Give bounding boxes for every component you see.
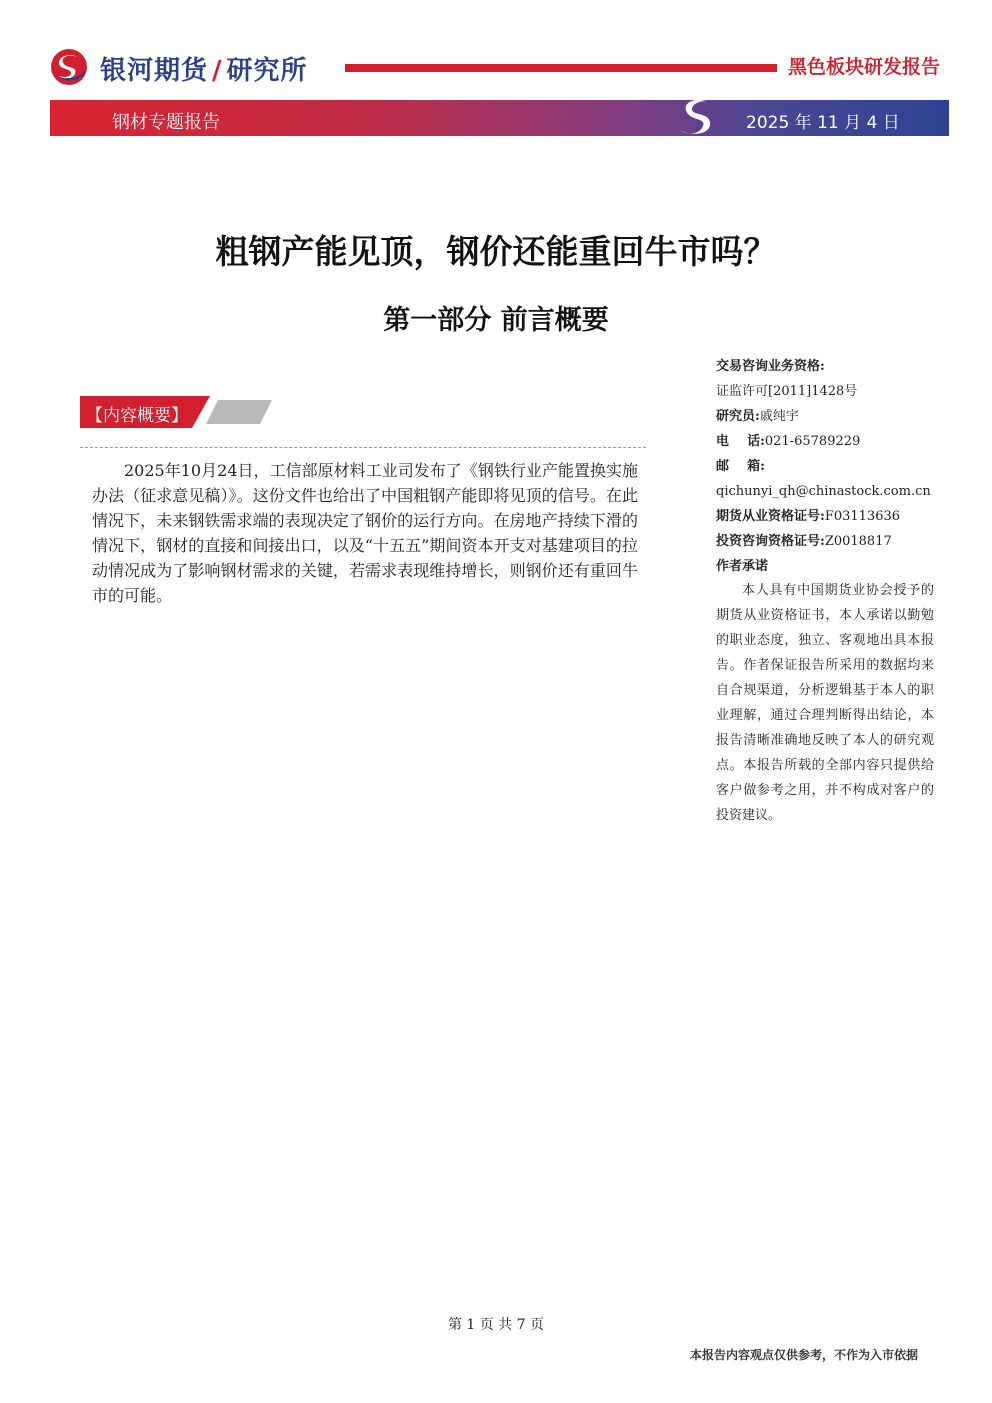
band-s-swoosh-icon <box>674 96 718 140</box>
footer-disclaimer: 本报告内容观点仅供参考，不作为入市依据 <box>690 1348 919 1362</box>
author-info <box>716 354 936 579</box>
invest-cert-row <box>716 529 936 554</box>
brand-logo-text <box>100 50 308 87</box>
phone-label: 电 话: <box>716 434 765 449</box>
report-date: 2025 年 11 月 4 日 <box>746 113 900 133</box>
futures-cert-value: F03113636 <box>824 509 901 524</box>
phone-value: 021-65789229 <box>764 434 861 449</box>
galaxy-s-logo-icon <box>50 48 90 86</box>
email-label: 邮 箱: <box>716 459 765 474</box>
researcher-label: 研究员: <box>716 409 760 424</box>
commitment-label: 作者承诺 <box>716 559 769 574</box>
header-red-rule <box>345 64 777 72</box>
brand-sub: 研究所 <box>226 56 308 86</box>
invest-cert-value: Z0018817 <box>824 534 892 549</box>
report-category: 钢材专题报告 <box>112 112 220 133</box>
summary-divider <box>80 447 646 448</box>
section-title: 第一部分 前言概要 <box>383 305 609 336</box>
phone-row <box>716 429 936 454</box>
researcher-name: 戚纯宇 <box>759 409 799 424</box>
page-number: 第 1 页 共 7 页 <box>447 1317 545 1333</box>
author-commitment-text: 本人具有中国期货业协会授予的期货从业资格证书，本人承诺以勤勉的职业态度，独立、客观地出具本报告。作者保证报告所采用的数据均来自合规渠道，分析逻辑基于本人的职业理解，通过合理判断得出结论，本报告清晰准确地反映了本人的研究观点。本报告所载的全部内容只提供给客户做参考之用，并不构成对客户的投资建议。 <box>716 583 934 823</box>
report-series-name: 黑色板块研发报告 <box>788 56 941 78</box>
summary-paragraph: 2025年10月24日，工信部原材料工业司发布了《钢铁行业产能置换实施办法（征求意见稿）》。这份文件也给出了中国粗钢产能即将见顶的信号。在此情况下，未来钢铁需求端的表现决定了钢价的运行方向。在房地产持续下滑的情况下，钢材的直接和间接出口，以及“十五五”期间资本开支对基建项目的拉动情况成为了影响钢材需求的关键，若需求表现维持增长，则钢价还有重回牛市的可能。 <box>92 461 638 605</box>
futures-cert-label: 期货从业资格证号: <box>716 509 825 524</box>
invest-cert-label: 投资咨询资格证号: <box>716 534 825 549</box>
futures-cert-row <box>716 504 936 529</box>
qualification-label: 交易咨询业务资格: <box>716 359 825 374</box>
qualification-value: 证监许可[2011]1428号 <box>716 384 858 399</box>
summary-tag-label: 【内容概要】 <box>86 406 188 426</box>
brand-name: 银河期货 <box>100 56 209 86</box>
researcher-row <box>716 404 936 429</box>
email-value[interactable]: qichunyi_qh@chinastock.com.cn <box>716 484 931 499</box>
page-title: 粗钢产能见顶，钢价还能重回牛市吗？ <box>215 232 777 271</box>
brand-slash: / <box>212 56 223 86</box>
